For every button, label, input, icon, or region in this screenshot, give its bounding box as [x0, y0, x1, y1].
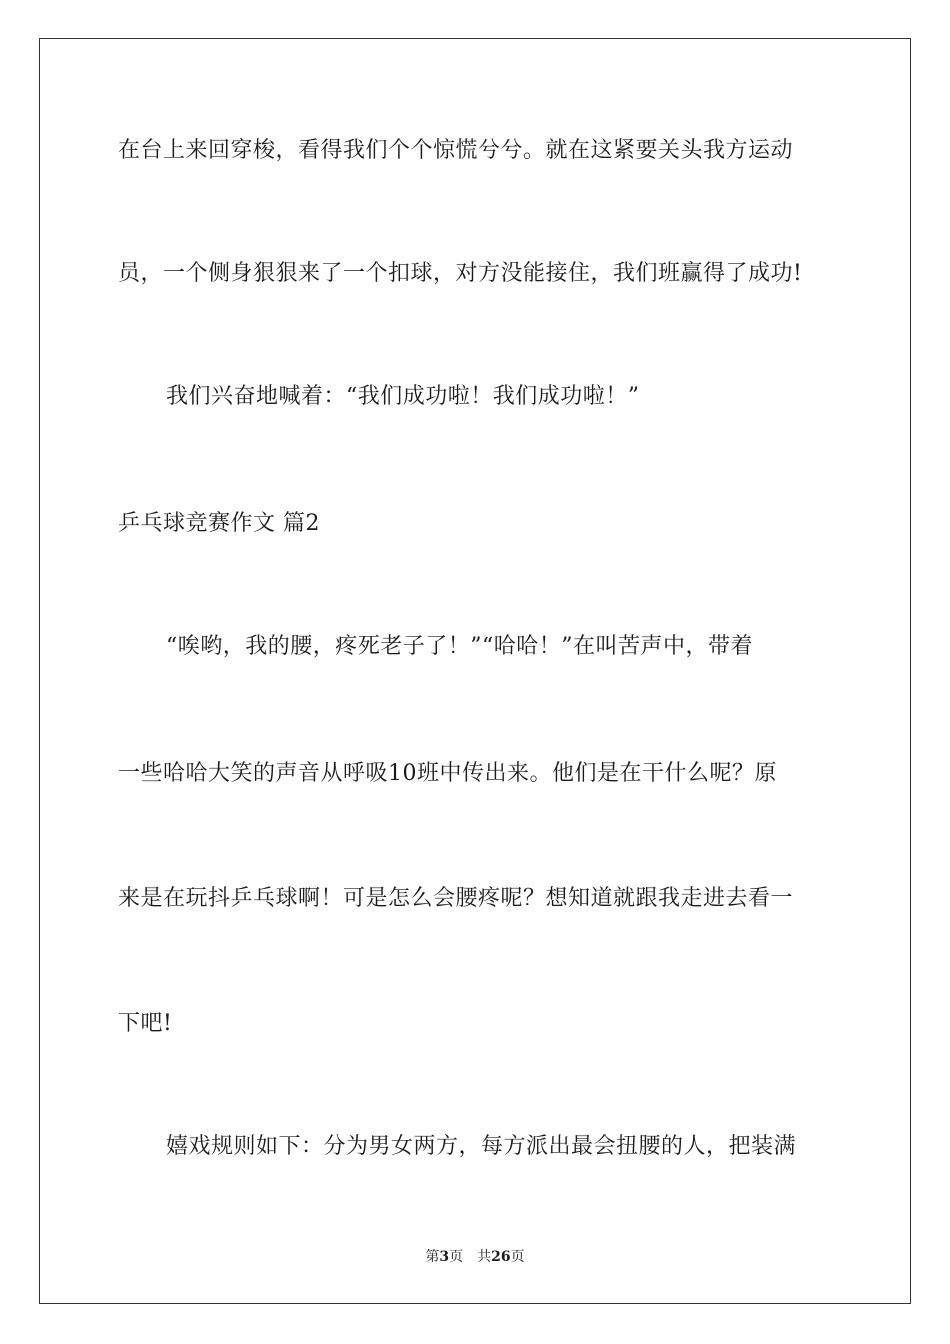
body-line-3: 我们兴奋地喊着：“我们成功啦！我们成功啦！” — [166, 384, 640, 409]
total-suffix: 页 — [510, 1249, 525, 1265]
body-line-1: 在台上来回穿梭，看得我们个个惊慌兮兮。就在这紧要关头我方运动 — [118, 138, 794, 163]
section-heading: 乒乓球竞赛作文 篇2 — [118, 511, 320, 536]
page-suffix: 页 — [449, 1249, 464, 1265]
body-line-7: 来是在玩抖乒乓球啊！可是怎么会腰疼呢？想知道就跟我走进去看一 — [118, 886, 794, 911]
page-border — [39, 38, 911, 1304]
body-line-6: 一些哈哈大笑的声音从呼吸10班中传出来。他们是在干什么呢？原 — [118, 761, 777, 786]
body-line-9: 嬉戏规则如下：分为男女两方，每方派出最会扭腰的人，把装满 — [166, 1134, 797, 1159]
page-footer — [0, 1247, 950, 1267]
body-line-2: 员，一个侧身狠狠来了一个扣球，对方没能接住，我们班赢得了成功! — [118, 261, 803, 286]
page-current: 3 — [439, 1249, 450, 1265]
page-prefix: 第 — [425, 1249, 440, 1265]
page-total: 26 — [491, 1249, 511, 1265]
body-line-5: “唉哟，我的腰，疼死老子了！”“哈哈！”在叫苦声中，带着 — [166, 634, 753, 659]
total-prefix: 共 — [477, 1249, 492, 1265]
body-line-8: 下吧! — [118, 1011, 173, 1036]
